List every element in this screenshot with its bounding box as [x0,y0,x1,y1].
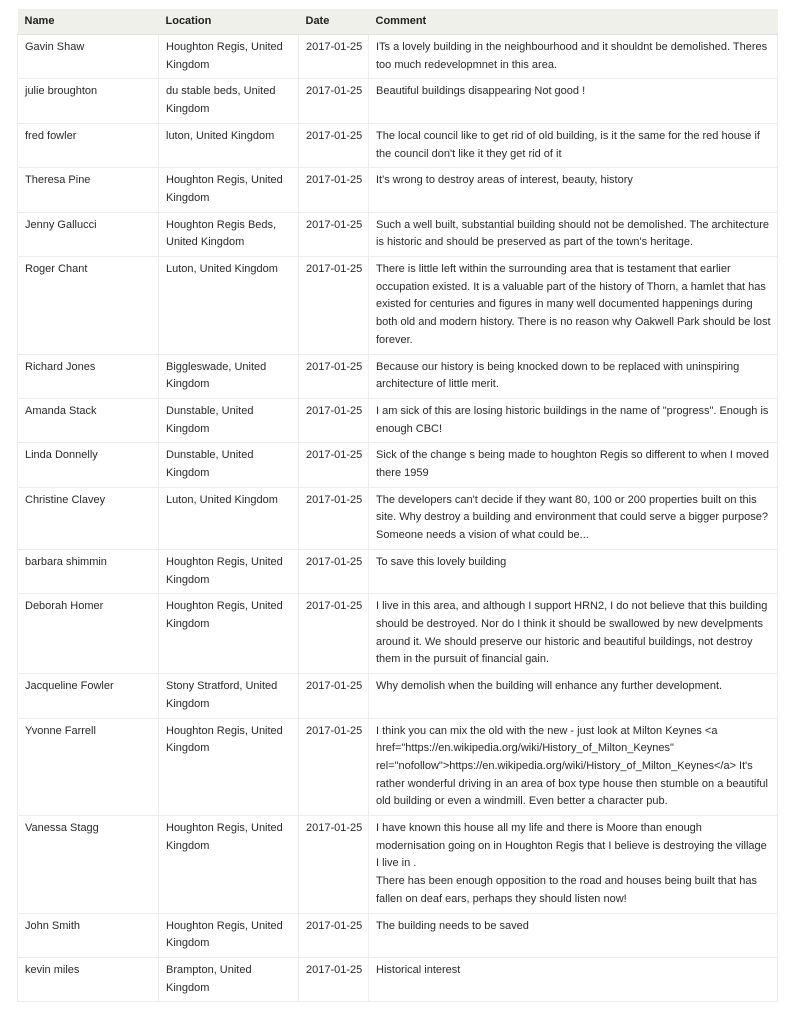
table-row [18,35,778,79]
comment-text: To save this lovely building [376,555,507,568]
cell-comment [369,487,778,549]
comment-text: I am sick of this are losing historic buildings in the name of "progress". Enough is enough CBC! [376,404,769,435]
comment-text: I think you can mix the old with the new - just look at Milton Keynes <a href="https://en.wikipedia.org/wiki/History_of_Milton_Keynes" rel="nofollow">https://en.wikipedia.org/wiki/History_of_Milton_Keynes</a> It's rather wonderful driving in an area of box type house then stumble on a beautiful old building or even a windmill. Even better a character pub. [376,724,768,808]
table-row [18,398,778,442]
cell-location: Houghton Regis, United Kingdom [159,718,299,816]
header-comment: Comment [369,9,778,35]
cell-name: Christine Clavey [18,487,159,549]
comment-text: Because our history is being knocked down to be replaced with uninspiring architecture of little merit. [376,360,740,391]
cell-date: 2017-01-25 [299,913,369,957]
cell-comment [369,674,778,718]
cell-comment [369,816,778,914]
cell-date: 2017-01-25 [299,674,369,718]
comments-table-container [17,9,777,1002]
cell-comment [369,79,778,123]
header-name: Name [18,9,159,35]
cell-date: 2017-01-25 [299,123,369,167]
cell-location: du stable beds, United Kingdom [159,79,299,123]
cell-comment [369,212,778,256]
cell-comment [369,257,778,355]
cell-comment [369,35,778,79]
cell-date: 2017-01-25 [299,718,369,816]
cell-name: Richard Jones [18,354,159,398]
comment-text: Historical interest [376,963,461,976]
cell-location: Brampton, United Kingdom [159,957,299,1001]
table-row [18,913,778,957]
cell-name: Gavin Shaw [18,35,159,79]
comment-text: ITs a lovely building in the neighbourhood and it shouldnt be demolished. Theres too much redevelopmnet in this area. [376,41,768,71]
cell-location: Dunstable, United Kingdom [159,443,299,487]
cell-location: Houghton Regis, United Kingdom [159,549,299,593]
cell-date: 2017-01-25 [299,35,369,79]
cell-date: 2017-01-25 [299,957,369,1001]
cell-location: Biggleswade, United Kingdom [159,354,299,398]
table-row [18,168,778,212]
header-date: Date [299,9,369,35]
table-row [18,674,778,718]
cell-date: 2017-01-25 [299,816,369,914]
cell-date: 2017-01-25 [299,354,369,398]
cell-location: Dunstable, United Kingdom [159,398,299,442]
cell-location: Houghton Regis, United Kingdom [159,913,299,957]
cell-location: Stony Stratford, United Kingdom [159,674,299,718]
cell-date: 2017-01-25 [299,212,369,256]
cell-date: 2017-01-25 [299,398,369,442]
table-row [18,443,778,487]
comment-text: The building needs to be saved [376,919,529,932]
table-header-row [18,9,778,35]
cell-name: Vanessa Stagg [18,816,159,914]
cell-name: Linda Donnelly [18,443,159,487]
cell-date: 2017-01-25 [299,549,369,593]
cell-name: Yvonne Farrell [18,718,159,816]
cell-location: Luton, United Kingdom [159,487,299,549]
comment-text: Sick of the change s being made to houghton Regis so different to when I moved there 1959 [376,449,769,480]
table-body [18,35,778,1002]
cell-name: Jenny Gallucci [18,212,159,256]
cell-date: 2017-01-25 [299,79,369,123]
comment-text: There is little left within the surrounding area that is testament that earlier occupation existed. It is a valuable part of the history of Thorn, a hamlet that has existed for centuries and figures in many well documented happenings during both old and modern history. There is no reason why Oakwell Park should be lost forever. [376,263,771,346]
cell-comment [369,594,778,674]
cell-date: 2017-01-25 [299,487,369,549]
cell-name: Theresa Pine [18,168,159,212]
table-row [18,212,778,256]
cell-comment [369,354,778,398]
cell-name: kevin miles [18,957,159,1001]
cell-location: Houghton Regis, United Kingdom [159,816,299,914]
cell-comment [369,443,778,487]
comments-table [17,9,778,1002]
table-row [18,957,778,1001]
cell-comment [369,957,778,1001]
table-row [18,549,778,593]
table-row [18,354,778,398]
table-row [18,718,778,816]
cell-name: fred fowler [18,123,159,167]
cell-comment [369,123,778,167]
table-row [18,79,778,123]
table-row [18,594,778,674]
comment-text: Beautiful buildings disappearing Not good ! [376,85,586,98]
cell-location: luton, United Kingdom [159,123,299,167]
cell-location: Houghton Regis, United Kingdom [159,594,299,674]
cell-name: Roger Chant [18,257,159,355]
comment-text: Such a well built, substantial building should not be demolished. The architecture is historic and should be preserved as part of the town's heritage. [376,218,769,249]
comment-text: It's wrong to destroy areas of interest, beauty, history [376,174,633,187]
cell-location: Houghton Regis, United Kingdom [159,168,299,212]
cell-date: 2017-01-25 [299,443,369,487]
cell-name: John Smith [18,913,159,957]
comment-text: I have known this house all my life and there is Moore than enough modernisation going on in Houghton Regis that I believe is destroying the village I live in . There has been enough opposition to the road and houses being built that has fallen on deaf ears, perhaps they should listen now! [376,822,767,905]
cell-date: 2017-01-25 [299,168,369,212]
cell-comment [369,549,778,593]
cell-name: barbara shimmin [18,549,159,593]
cell-name: Deborah Homer [18,594,159,674]
cell-date: 2017-01-25 [299,594,369,674]
cell-location: Houghton Regis, United Kingdom [159,35,299,79]
cell-comment [369,913,778,957]
cell-location: Luton, United Kingdom [159,257,299,355]
table-row [18,816,778,914]
comment-text: Why demolish when the building will enhance any further development. [376,680,723,693]
cell-date: 2017-01-25 [299,257,369,355]
comment-text: I live in this area, and although I support HRN2, I do not believe that this building should be destroyed. Nor do I think it should be swallowed by new develpments around it. We should preserve our historic and beautiful buildings, not destroy them in the pursuit of financial gain. [376,600,768,666]
cell-comment [369,718,778,816]
table-row [18,123,778,167]
cell-comment [369,398,778,442]
table-row [18,257,778,355]
cell-comment [369,168,778,212]
cell-name: julie broughton [18,79,159,123]
cell-location: Houghton Regis Beds, United Kingdom [159,212,299,256]
cell-name: Jacqueline Fowler [18,674,159,718]
table-row [18,487,778,549]
comment-text: The local council like to get rid of old building, is it the same for the red house if the council don't like it they get rid of it [376,129,760,160]
cell-name: Amanda Stack [18,398,159,442]
header-location: Location [159,9,299,35]
comment-text: The developers can't decide if they want 80, 100 or 200 properties built on this site. Why destroy a building and environment that could serve a bigger purpose? Someone needs a vision of what could be... [376,493,768,542]
